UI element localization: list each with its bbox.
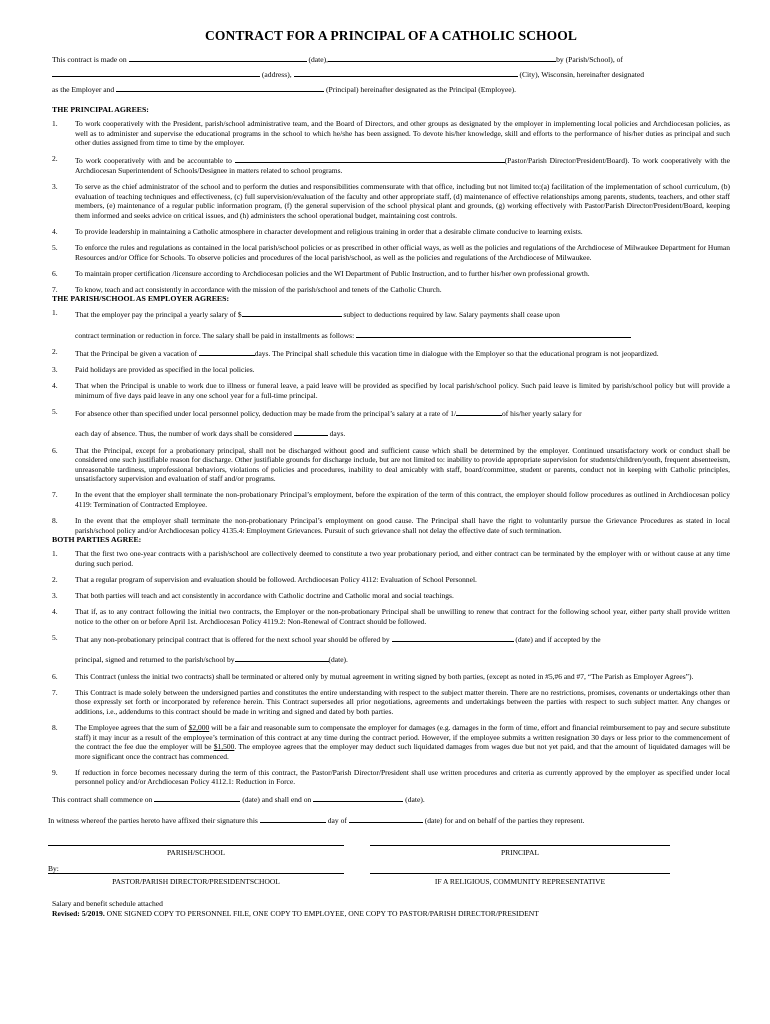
contract-intro: [52, 52, 730, 97]
intro-text: by (Parish/School), of: [556, 55, 623, 64]
intro-text: (date),: [308, 55, 329, 64]
intro-text: (City), Wisconsin, hereinafter designated: [519, 70, 645, 79]
principal-signature-line[interactable]: [370, 845, 670, 846]
commence-date-blank[interactable]: [154, 793, 240, 802]
deduction-rate-blank[interactable]: [456, 407, 502, 416]
list-item: 7. This Contract is made solely between the undersigned parties and constitutes the entire understanding with respect to the subject matter therein. There are no restrictions, promises, covenants or undertakings other than those expressly set forth or incorporated by reference herein. This Contract supersedes all prior negotiations, agreements and undertakings between the parties with respect to such subject matter. Any changes or additions, i.e., addendums to this contract should be made in writing and signed and dated by both parties.: [52, 687, 730, 716]
list-item: 6. To maintain proper certification /licensure according to Archdiocesan policies and the WI Department of Public Instruction, and to further his/her own professional growth.: [52, 268, 590, 278]
intro-text: This contract is made on: [52, 55, 127, 64]
list-item: 3. That both parties will teach and act consistently in accordance with Catholic doctrine and Catholic moral and social teachings.: [52, 591, 454, 601]
document-footer: [52, 899, 730, 919]
return-date-blank[interactable]: [235, 653, 329, 662]
parish-school-signature-line[interactable]: [48, 845, 344, 846]
pastor-label: PASTOR/PARISH DIRECTOR/PRESIDENTSCHOOL: [112, 877, 280, 886]
list-item: 3. Paid holidays are provided as specified in the local policies.: [52, 365, 255, 375]
principal-name-blank[interactable]: [116, 83, 324, 92]
commence-line: This contract shall commence on (date) and shall end on (date).: [52, 795, 425, 804]
section-heading-principal-agrees: THE PRINCIPAL AGREES:: [52, 105, 149, 114]
list-item: 8. The Employee agrees that the sum of $2,000 will be a fair and reasonable sum to compensate the employer for damages (e.g. damages in the form of time, effort and financial reimbursement to pay and secure substitute staff) it may incur as a result of the employee’s termination of this contract at any time during the contract period. However, if the employee submits a written resignation 30 days or less prior to the commencement of the contract the fee due the employer will be $1,500. The employee agrees that the employer may deduct such liquidated damages from wages due but not yet paid, and that the amount of liquidated damages will be more significant once the contract has commenced.: [52, 722, 730, 761]
list-item: 4. That if, as to any contract following the initial two contracts, the Employer or the non-probationary Principal shall be unwilling to renew that contract for the following school year, either party shall provide written notice to the other on or before April 1st. Archdiocesan Policy 4119.2: Non-Renewal of Contract should be followed.: [52, 607, 730, 626]
offer-date-blank[interactable]: [392, 633, 514, 642]
employer-agrees-list: [52, 308, 730, 535]
revision-line: [52, 909, 730, 919]
date-blank[interactable]: [129, 53, 307, 62]
both-agree-list: [52, 549, 730, 787]
witness-day-blank[interactable]: [260, 814, 326, 823]
list-item: 5. That any non-probationary principal contract that is offered for the next school year should be offered by (date) and if accepted by the principal, signed and returned to the parish/school by (date).: [52, 632, 601, 665]
list-item: 5. To enforce the rules and regulations as contained in the local parish/school policies or as prescribed in other official ways, as well as the policies and regulations of the Archdiocese of Milwaukee Department for Human Resources and/or Office for Schools. To observe policies and procedures of the local parish/school, as well as the policies and regulations of the Archdiocese of Milwaukee.: [52, 242, 730, 262]
attachment-note: Salary and benefit schedule attached: [52, 899, 163, 908]
salary-blank[interactable]: [242, 308, 342, 317]
installments-blank[interactable]: [356, 329, 631, 338]
list-item: 3. To serve as the chief administrator of the school and to perform the duties and responsibilities commensurate with that office, including but not limited to:(a) facilitation of the implementation of school curriculum, (b) evaluation of teaching techniques and effectiveness, (c) full supervision/evaluation of the faculty and other appropriate staff, (d) maintenance of effective relationships among parents, students, teachers, and other staff members, (e) maintenance of a regular public information program, (f) the general supervision of the school physical plant and grounds, (g) working effectively with Pastor/Parish Director/President/Board, keeping them informed and seeks advice on critical issues, and (h) administers the school operational budget, maintaining cost controls.: [52, 181, 730, 220]
list-item: 2. To work cooperatively with and be accountable to (Pastor/Parish Director/President/Board). To work cooperatively with the Archdiocesan Superintendent of Schools/Designee in matters related to school programs.: [52, 154, 730, 175]
list-item: 1. To work cooperatively with the President, parish/school administrative team, and the Board of Directors, and other groups as designated by the employer in implementing local policies and Archdiocesan policies, as well as to administer and supervise the educational programs in the school to which he/she has been assigned. To devote his/her knowledge, skill and efforts to the performance of his/her duties as principal and such other duties assigned from time to time by the employer.: [52, 119, 730, 148]
list-item: 7. To know, teach and act consistently in accordance with the mission of the parish/school and tenets of the Catholic Church.: [52, 284, 442, 294]
list-item: 6. This Contract (unless the initial two contracts) shall be terminated or altered only by mutual agreement in writing signed by both parties, (except as noted in #5,#6 and #7, “The Parish as Employer Agrees”).: [52, 671, 694, 681]
document-title: CONTRACT FOR A PRINCIPAL OF A CATHOLIC SCHOOL: [205, 28, 577, 43]
copies-note: ONE SIGNED COPY TO PERSONNEL FILE, ONE COPY TO EMPLOYEE, ONE COPY TO PASTOR/PARISH DIRECTOR/PRESIDENT: [104, 909, 539, 918]
address-blank[interactable]: [52, 68, 260, 77]
intro-text: (Principal) hereinafter designated as the Principal (Employee).: [326, 85, 517, 94]
pastor-signature-line[interactable]: [48, 873, 344, 874]
city-blank[interactable]: [294, 68, 518, 77]
parish-school-blank[interactable]: [328, 53, 556, 62]
list-item: 1. That the first two one-year contracts with a parish/school are collectively deemed to constitute a two year probationary period, and either contract can be terminated by the employer with or without cause at any time during such period.: [52, 549, 730, 568]
vacation-days-blank[interactable]: [199, 347, 255, 356]
closing-section: [48, 793, 730, 825]
list-item: 7. In the event that the employer shall terminate the non-probationary Principal’s employment, before the expiration of the term of this contract, the employer should follow procedures as outlined in Archdiocesan policy 4119: Termination of Contracted Employee.: [52, 490, 730, 510]
end-date-blank[interactable]: [313, 793, 403, 802]
parish-school-label: PARISH/SCHOOL: [166, 848, 226, 857]
list-item: 4. To provide leadership in maintaining a Catholic atmosphere in character development and religious training in order that a desirable climate conducive to learning exists.: [52, 226, 583, 236]
section-heading-both-agree: BOTH PARTIES AGREE:: [52, 535, 142, 545]
late-resignation-amount: $1,500: [213, 742, 235, 752]
by-label: By:: [48, 864, 59, 873]
intro-text: as the Employer and: [52, 85, 115, 94]
religious-label: IF A RELIGIOUS, COMMUNITY REPRESENTATIVE: [434, 877, 606, 886]
work-days-blank[interactable]: [294, 427, 328, 436]
witness-line: In witness whereof the parties hereto have affixed their signature this day of (date) for and on behalf of the parties they represent.: [48, 816, 585, 825]
section-heading-employer-agrees: THE PARISH/SCHOOL AS EMPLOYER AGREES:: [52, 294, 230, 304]
intro-text: (address),: [261, 70, 292, 79]
principal-label: PRINCIPAL: [500, 848, 540, 857]
revised-label: Revised: 5/2019.: [52, 909, 105, 918]
list-item: 5. For absence other than specified under local personnel policy, deduction may be made from the principal’s salary at a rate of 1/ of his/her yearly salary for each day of absence. Thus, the number of work days shall be considered days.: [52, 406, 582, 439]
list-item: 4. That when the Principal is unable to work due to illness or funeral leave, a paid leave will be provided as specified by local parish/school policy. Such paid leave is limited by parish/school policy but will provide a minimum of five days paid leave in any one school year for a full-time principal.: [52, 381, 730, 400]
list-item: 6. That the Principal, except for a probationary principal, shall not be discharged without good and sufficient cause which shall be determined by the employer. Continued unsatisfactory work or conduct shall be considered one such justifiable reason for discharge. Other justifiable grounds for discharge include, but are not limited to: inability to provide appropriate supervision for students/children/youth, frequent absenteeism, unreasonable tardiness, unprofessional behaviors, violations of policies and procedures, inability to deal amicably with staff, board/committee, student or parents, conduct not in keeping with Catholic principles, unsatisfactory supervision and evaluation of staff and/or programs.: [52, 445, 730, 484]
accountable-to-blank[interactable]: [235, 154, 505, 163]
religious-signature-line[interactable]: [370, 873, 670, 874]
list-item: 9. If reduction in force becomes necessary during the term of this contract, the Pastor/Parish Director/President shall use written procedures and criteria as currently approved by the employer as specified under local personnel policy and/or Archdiocesan Policy 4112.1: Reduction in Force.: [52, 767, 730, 787]
list-item: 1. That the employer pay the principal a yearly salary of $ subject to deductions required by law. Salary payments shall cease upon contract termination or reduction in force. The salary shall be paid in installments as follows:: [52, 308, 730, 340]
list-item: 2. That a regular program of supervision and evaluation should be followed. Archdiocesan Policy 4112: Evaluation of School Personnel.: [52, 575, 477, 584]
list-item: 8. In the event that the employer shall terminate the non-probationary Principal’s employment on good cause. The Principal shall have the right to voluntarily pursue the Grievance Procedures as stated in local parish/school policy and/or Archdiocesan policy 4135.4: Employment Grievances. Pursuit of such grievance shall not delay the effective date of such termination.: [52, 516, 730, 535]
list-item: 2. That the Principal be given a vacation of days. The Principal shall schedule this vacation time in dialogue with the Employer so that the educational program is not jeopardized.: [52, 347, 659, 358]
damages-amount: $2,000: [188, 722, 210, 732]
witness-month-blank[interactable]: [349, 814, 423, 823]
principal-agrees-list: [52, 119, 730, 294]
signature-block: [48, 839, 730, 899]
